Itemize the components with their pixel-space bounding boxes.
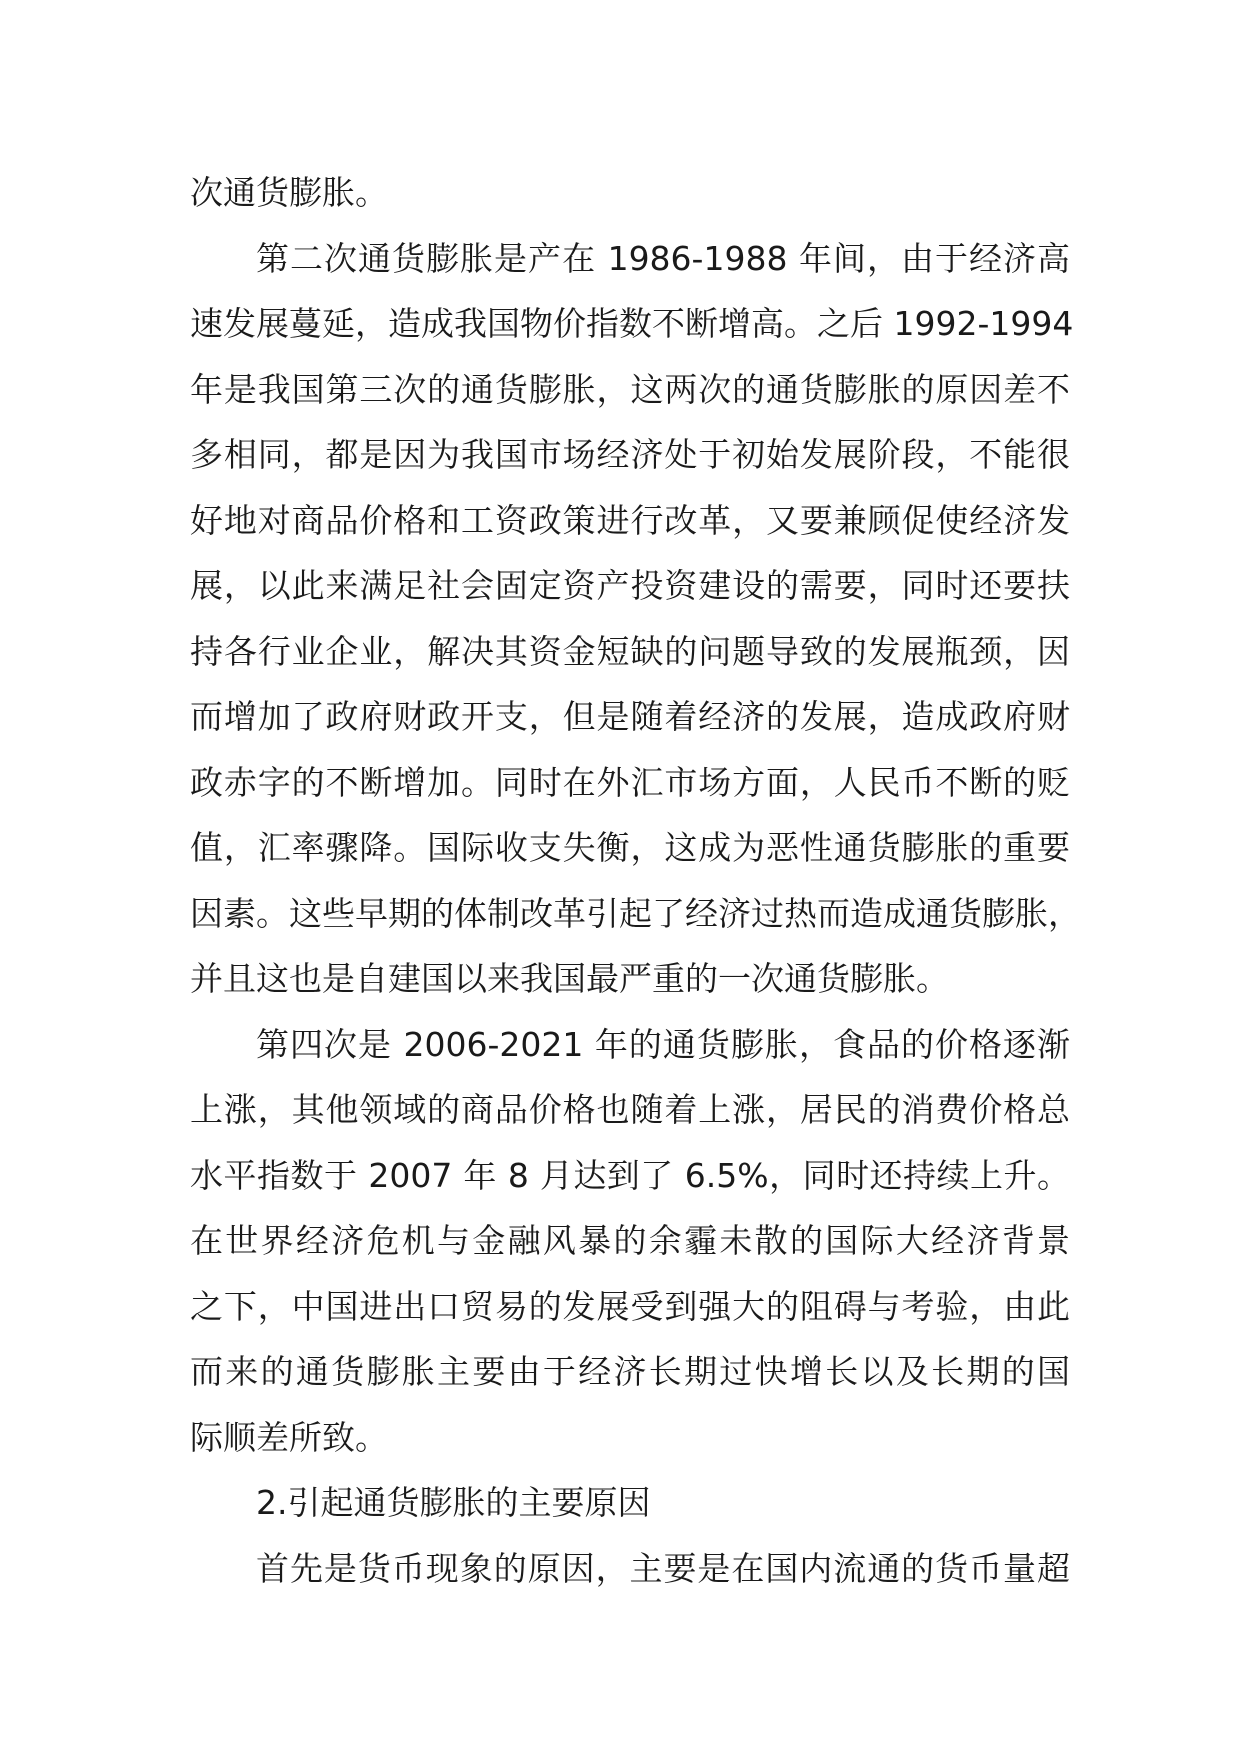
text-line: 际顺差所致。	[190, 1417, 388, 1457]
body-text	[190, 160, 1081, 1601]
text-line: 并且这也是自建国以来我国最严重的一次通货膨胀。	[190, 959, 949, 998]
text-line: 第四次是 2006-2021 年的通货膨胀，食品的价格逐渐	[256, 1024, 1070, 1064]
text-line: 在世界经济危机与金融风暴的余霾未散的国际大经济背景	[190, 1221, 1070, 1260]
text-line: 政赤字的不断增加。同时在外汇市场方面，人民币不断的贬	[190, 762, 1070, 802]
text-line: 而增加了政府财政开支，但是随着经济的发展，造成政府财	[190, 697, 1070, 736]
text-line: 速发展蔓延，造成我国物价指数不断增高。之后 1992-1994	[190, 304, 1074, 343]
text-line: 因素。这些早期的体制改革引起了经济过热而造成通货膨胀，	[190, 893, 1081, 933]
text-line: 值，汇率骤降。国际收支失衡，这成为恶性通货膨胀的重要	[190, 828, 1070, 867]
text-line: 首先是货币现象的原因，主要是在国内流通的货币量超	[256, 1548, 1070, 1588]
text-line: 水平指数于 2007 年 8 月达到了 6.5%，同时还持续上升。	[190, 1155, 1070, 1195]
text-line: 第二次通货膨胀是产在 1986-1988 年间，由于经济高	[256, 238, 1070, 278]
text-line: 2.引起通货膨胀的主要原因	[256, 1483, 651, 1522]
text-line: 次通货膨胀。	[190, 173, 388, 212]
text-line: 之下，中国进出口贸易的发展受到强大的阻碍与考验，由此	[190, 1286, 1070, 1326]
text-line: 而来的通货膨胀主要由于经济长期过快增长以及长期的国	[190, 1352, 1070, 1391]
text-line: 好地对商品价格和工资政策进行改革，又要兼顾促使经济发	[190, 500, 1070, 540]
text-line: 年是我国第三次的通货膨胀，这两次的通货膨胀的原因差不	[190, 369, 1070, 409]
text-line: 持各行业企业，解决其资金短缺的问题导致的发展瓶颈，因	[190, 631, 1070, 671]
text-line: 多相同，都是因为我国市场经济处于初始发展阶段，不能很	[190, 435, 1070, 474]
text-line: 展，以此来满足社会固定资产投资建设的需要，同时还要扶	[190, 566, 1070, 605]
text-line: 上涨，其他领域的商品价格也随着上涨，居民的消费价格总	[190, 1090, 1070, 1129]
